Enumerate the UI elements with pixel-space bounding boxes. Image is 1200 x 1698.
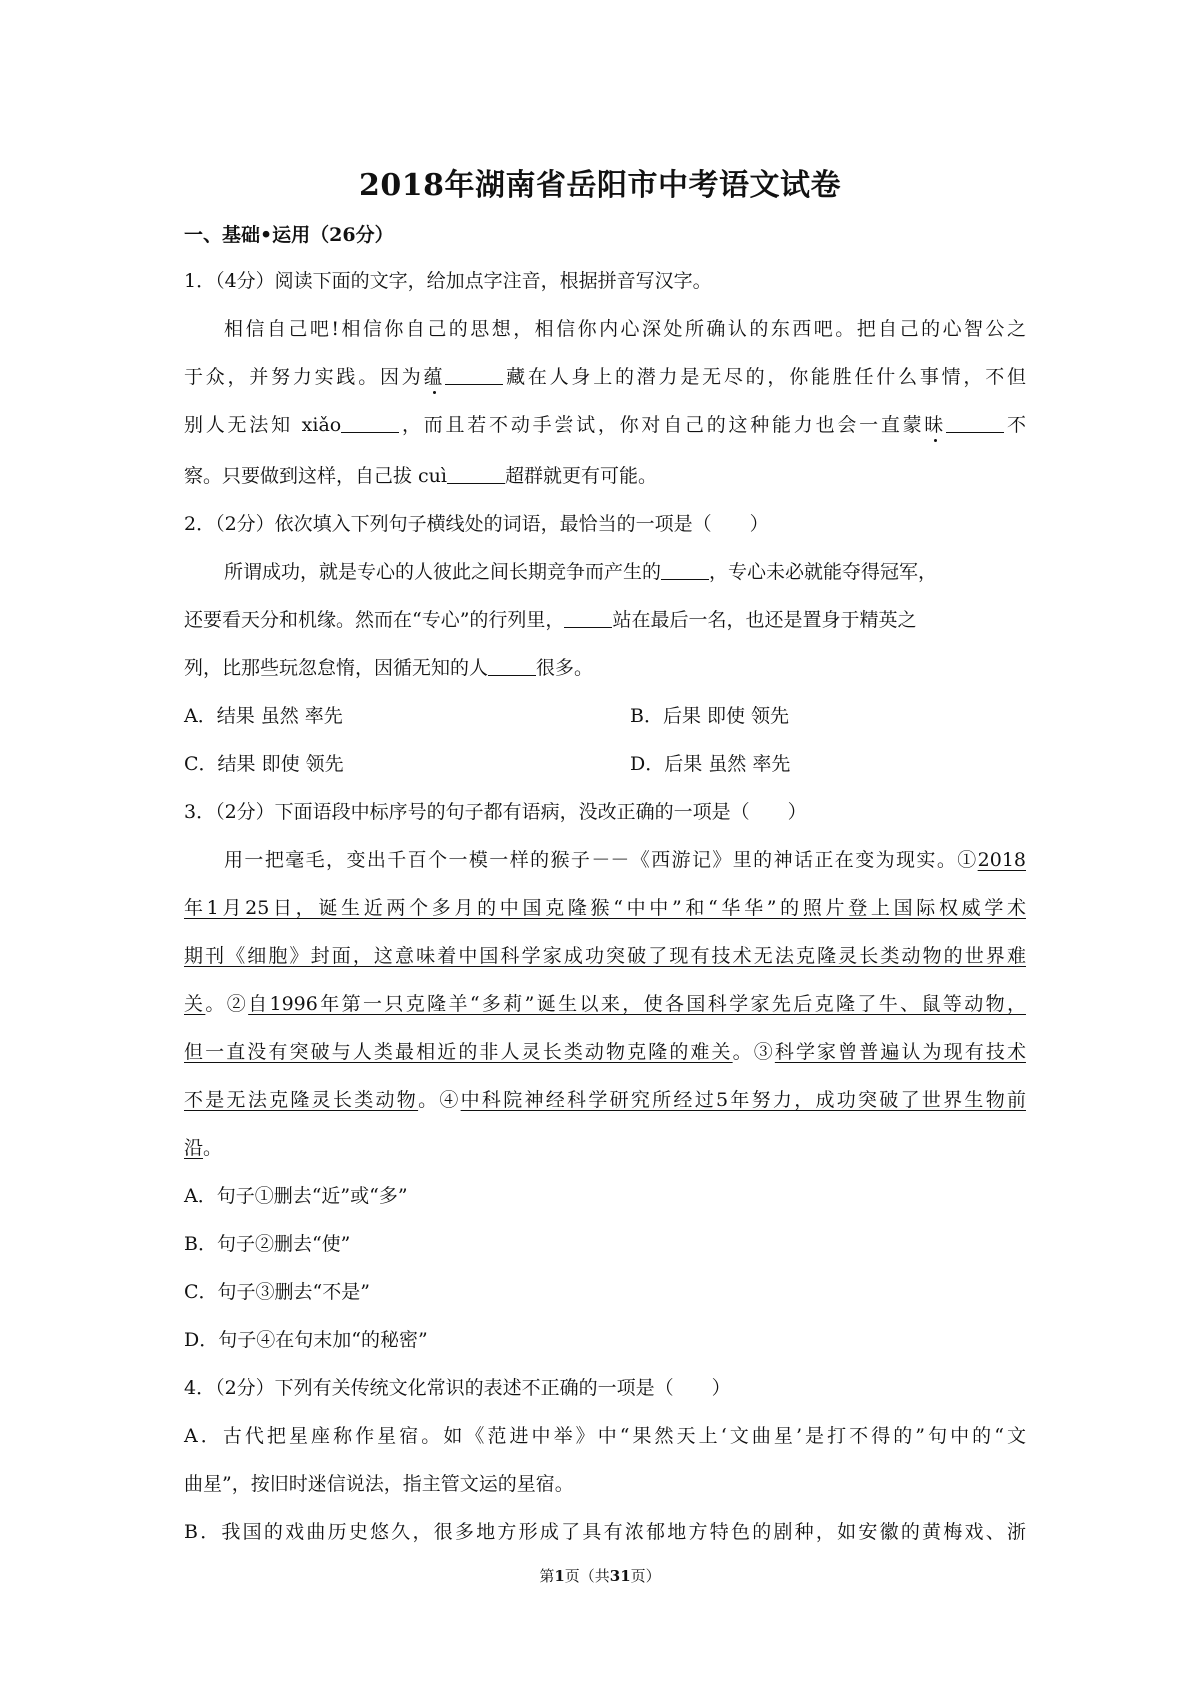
q3-line-4: 关。②自1996年第一只克隆羊“多莉”诞生以来，使各国科学家先后克隆了牛、鼠等动物， [184,993,1026,1015]
q2-line-1: 所谓成功，就是专心的人彼此之间长期竞争而产生的 ，专心未必就能夺得冠军， [224,561,938,583]
page-number: 1 [554,1567,565,1585]
answer-blank[interactable] [445,366,503,385]
page-total: 31 [609,1567,631,1585]
q2-option-a[interactable]: A．结果 虽然 率先 [184,705,343,727]
q2-line-2: 还要看天分和机缘。然而在“专心”的行列里， 站在最后一名，也还是置身于精英之 [184,609,917,631]
q3-option-a[interactable]: A．句子①删去“近”或“多” [184,1185,408,1207]
q3-option-c[interactable]: C．句子③删去“不是” [184,1281,370,1303]
dotted-char: 昧 [924,414,947,436]
q2-line-3: 列，比那些玩忽怠惰，因循无知的人 很多。 [184,657,594,679]
q1-line-1: 相信自己吧!相信你自己的思想，相信你内心深处所确认的东西吧。把自己的心智公之 [224,318,1026,340]
q3-line-3: 期刊《细胞》封面，这意味着中国科学家成功突破了现有技术无法克隆灵长类动物的世界难 [184,945,1026,967]
q1-line-2: 于众，并努力实践。因为蕴 藏在人身上的潜力是无尽的，你能胜任什么事情，不但 [184,366,1026,388]
question-3-stem: 3．（2分）下面语段中标序号的句子都有语病，没改正确的一项是（ ） [184,801,807,823]
answer-blank[interactable] [488,657,536,676]
q3-option-d[interactable]: D．句子④在句末加“的秘密” [184,1329,428,1351]
q3-line-2: 年1月25日，诞生近两个多月的中国克隆猴“中中”和“华华”的照片登上国际权威学术 [184,897,1026,919]
q2-option-b[interactable]: B．后果 即使 领先 [630,705,790,727]
question-4-stem: 4．（2分）下列有关传统文化常识的表述不正确的一项是（ ） [184,1377,731,1399]
q2-option-c[interactable]: C．结果 即使 领先 [184,753,344,775]
answer-blank[interactable] [946,414,1004,433]
question-2-stem: 2．（2分）依次填入下列句子横线处的词语，最恰当的一项是（ ） [184,513,769,535]
q3-line-1: 用一把毫毛，变出千百个一模一样的猴子－－《西游记》里的神话正在变为现实。①2018 [224,849,1026,871]
q2-option-d[interactable]: D．后果 虽然 率先 [630,753,791,775]
q1-line-4: 察。只要做到这样，自己拔 cuì 超群就更有可能。 [184,465,658,487]
q3-option-b[interactable]: B．句子②删去“使” [184,1233,351,1255]
q4-option-a-line-2: 曲星”，按旧时迷信说法，指主管文运的星宿。 [184,1473,574,1495]
answer-blank[interactable] [447,465,505,484]
q1-line-3: 别人无法知 xiǎo ，而且若不动手尝试，你对自己的这种能力也会一直蒙昧 不 [184,414,1026,436]
section-heading: 一、基础•运用（26分） [184,224,394,246]
q4-option-a-line-1[interactable]: A．古代把星座称作星宿。如《范进中举》中“果然天上‘文曲星’是打不得的”句中的“文 [184,1425,1026,1447]
answer-blank[interactable] [564,609,612,628]
q3-line-7: 沿。 [184,1137,223,1159]
q4-option-b-line-1[interactable]: B．我国的戏曲历史悠久，很多地方形成了具有浓郁地方特色的剧种，如安徽的黄梅戏、浙 [184,1521,1026,1543]
q3-line-6: 不是无法克隆灵长类动物。④中科院神经科学研究所经过5年努力，成功突破了世界生物前 [184,1089,1026,1111]
page-footer: 第1页（共31页） [539,1567,661,1585]
page-title: 2018年湖南省岳阳市中考语文试卷 [359,168,841,203]
q3-line-5: 但一直没有突破与人类最相近的非人灵长类动物克隆的难关。③科学家曾普遍认为现有技术 [184,1041,1026,1063]
dotted-char: 蕴 [423,366,446,388]
answer-blank[interactable] [341,414,399,433]
answer-blank[interactable] [661,561,709,580]
question-1-stem: 1．（4分）阅读下面的文字，给加点字注音，根据拼音写汉字。 [184,270,712,292]
